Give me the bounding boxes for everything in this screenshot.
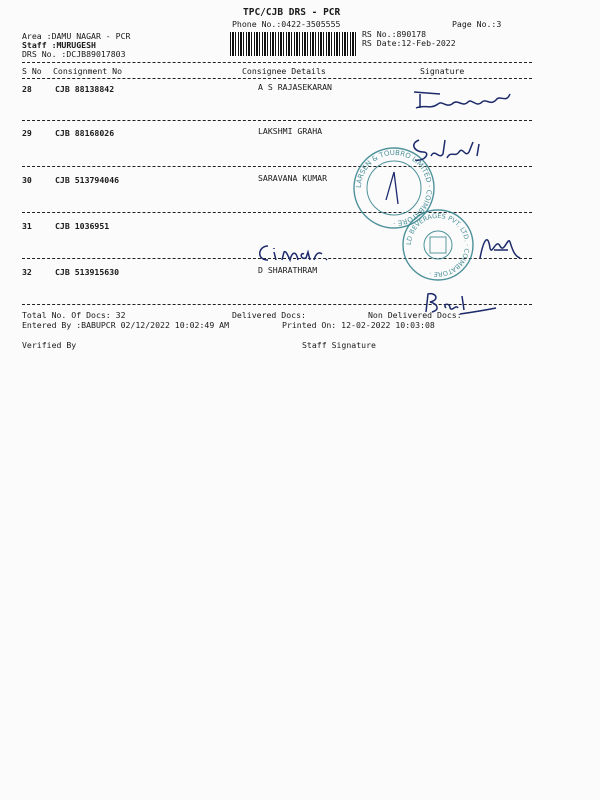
drs-number: DRS No. :DCJB89017803: [22, 49, 126, 59]
row-consignee: D SHARATHRAM: [258, 265, 318, 275]
total-docs: Total No. Of Docs: 32: [22, 310, 126, 320]
row-consignment: CJB 1036951: [55, 221, 110, 231]
row-consignment: CJB 88168026: [55, 128, 115, 138]
delivered-docs: Delivered Docs:: [232, 310, 306, 320]
divider: [22, 78, 532, 79]
verified-by-label: Verified By: [22, 340, 77, 350]
printed-on: Printed On: 12-02-2022 10:03:08: [282, 320, 435, 330]
row-consignee: A S RAJASEKARAN: [258, 82, 332, 92]
row-sno: 28: [22, 84, 32, 94]
divider: [22, 62, 532, 63]
signature-row-31: [254, 240, 344, 264]
svg-text:LD BEVERAGES PVT. LTD. · COIMB: LD BEVERAGES PVT. LTD. · COIMBATORE ·: [404, 211, 472, 279]
staff-signature-label: Staff Signature: [302, 340, 376, 350]
company-stamp-2: [398, 205, 478, 285]
column-header-sno: S No: [22, 66, 42, 76]
phone-number: Phone No.:0422-3505555: [232, 19, 341, 29]
barcode: [230, 32, 358, 56]
row-sno: 30: [22, 175, 32, 185]
non-delivered-docs: Non Delivered Docs:: [368, 310, 462, 320]
column-header-consignment: Consignment No: [53, 66, 123, 76]
row-sno: 29: [22, 128, 32, 138]
area-field: Area :DAMU NAGAR - PCR: [22, 31, 131, 41]
column-header-signature: Signature: [420, 66, 465, 76]
row-sno: 32: [22, 267, 32, 277]
row-consignment: CJB 513915630: [55, 267, 120, 277]
row-consignment: CJB 88138842: [55, 84, 115, 94]
rs-number: RS No.:890178: [362, 29, 427, 39]
row-consignee: LAKSHMI GRAHA: [258, 126, 323, 136]
svg-text:LARSEN & TOUBRO LIMITED · COIM: LARSEN & TOUBRO LIMITED · COIMBATORE ·: [354, 148, 434, 228]
signature-row-29: [405, 130, 495, 170]
staff-field: Staff :MURUGESH: [22, 40, 96, 50]
document-title: TPC/CJB DRS - PCR: [243, 7, 341, 18]
row-sno: 31: [22, 221, 32, 231]
signature-row-28: [410, 86, 520, 116]
row-consignee: SARAVANA KUMAR: [258, 173, 328, 183]
page-number: Page No.:3: [452, 19, 502, 29]
row-consignment: CJB 513794046: [55, 175, 120, 185]
signature-row-31b: [470, 228, 530, 268]
divider: [22, 120, 532, 121]
rs-date: RS Date:12-Feb-2022: [362, 38, 456, 48]
signature-row-32: [420, 288, 500, 318]
entered-by: Entered By :BABUPCR 02/12/2022 10:02:49 AM: [22, 320, 230, 330]
column-header-consignee: Consignee Details: [242, 66, 326, 76]
